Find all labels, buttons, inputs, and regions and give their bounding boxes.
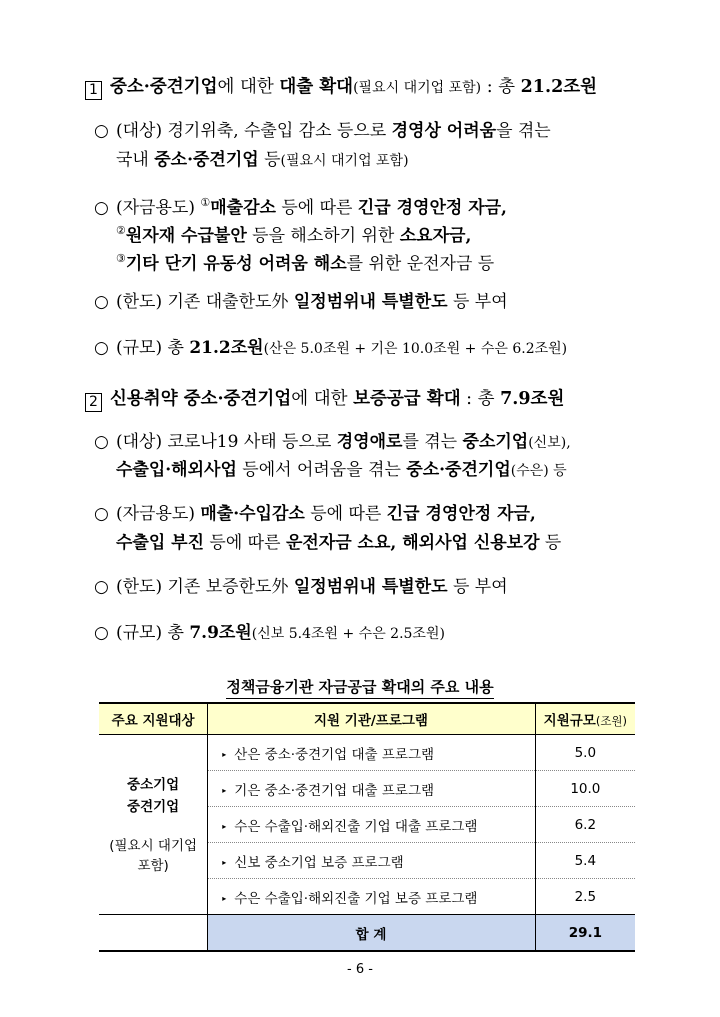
s2-usage-bullet: ○ (자금용도) 매출·수입감소 등에 따른 긴급 경영안정 자금, xyxy=(94,500,536,529)
page-number: - 6 - xyxy=(347,962,373,977)
section-1-number: 1 xyxy=(85,81,102,100)
s1-target-line2: 국내 중소·중견기업 등(필요시 대기업 포함) xyxy=(116,150,409,170)
amount-cell: 5.4 xyxy=(535,843,635,879)
program-cell: ▸ 산은 중소·중견기업 대출 프로그램 xyxy=(208,735,535,771)
target-main: 중소기업 중견기업 xyxy=(127,776,180,815)
triangle-marker-icon: ▸ xyxy=(222,821,227,831)
triangle-marker-icon: ▸ xyxy=(222,749,227,759)
bullet-mark: ○ xyxy=(94,198,109,218)
section-2-number: 2 xyxy=(85,393,102,412)
bullet-mark: ○ xyxy=(94,623,109,643)
section-2-heading: 2 신용취약 중소·중견기업에 대한 보증공급 확대 : 총 7.9조원 xyxy=(85,385,564,412)
amount-cell: 6.2 xyxy=(535,807,635,843)
total-label: 합 계 xyxy=(208,915,535,952)
triangle-marker-icon: ▸ xyxy=(222,893,227,903)
bullet-mark: ○ xyxy=(94,577,109,597)
section-1-heading: 1 중소·중견기업에 대한 대출 확대(필요시 대기업 포함) : 총 21.2조원 xyxy=(85,73,597,100)
total-amount: 29.1 xyxy=(535,915,635,952)
total-row xyxy=(99,915,635,952)
bullet-mark: ○ xyxy=(94,432,109,452)
table-header-row xyxy=(99,703,635,735)
amount-cell: 5.0 xyxy=(535,735,635,771)
bullet-mark: ○ xyxy=(94,504,109,524)
col-header-target: 주요 지원대상 xyxy=(99,703,208,735)
triangle-marker-icon: ▸ xyxy=(222,785,227,795)
bullet-mark: ○ xyxy=(94,338,109,358)
bullet-mark: ○ xyxy=(94,292,109,312)
triangle-marker-icon: ▸ xyxy=(222,857,227,867)
bullet-mark: ○ xyxy=(94,121,109,141)
s1-scale-bullet: ○ (규모) 총 21.2조원(산은 5.0조원 + 기은 10.0조원 + 수은 6.2조원) xyxy=(94,334,567,364)
s2-target-bullet: ○ (대상) 코로나19 사태 등으로 경영애로를 겪는 중소기업(신보), xyxy=(94,428,571,458)
s1-target-bullet: ○ (대상) 경기위축, 수출입 감소 등으로 경영상 어려움을 겪는 xyxy=(94,117,551,146)
s2-scale-bullet: ○ (규모) 총 7.9조원(신보 5.4조원 + 수은 2.5조원) xyxy=(94,619,445,649)
funding-table xyxy=(99,702,635,952)
s2-usage-line2: 수출입 부진 등에 따른 운전자금 소요, 해외사업 신용보강 등 xyxy=(116,533,562,553)
program-cell: ▸ 기은 중소·중견기업 대출 프로그램 xyxy=(208,771,535,807)
program-cell: ▸ 신보 중소기업 보증 프로그램 xyxy=(208,843,535,879)
table-row xyxy=(99,735,635,771)
s2-limit-bullet: ○ (한도) 기존 보증한도外 일정범위내 특별한도 등 부여 xyxy=(94,573,508,602)
s1-limit-bullet: ○ (한도) 기존 대출한도外 일정범위내 특별한도 등 부여 xyxy=(94,288,508,317)
s1-usage-line2: ②원자재 수급불안 등을 해소하기 위한 소요자금, xyxy=(116,224,472,246)
amount-cell: 2.5 xyxy=(574,888,597,905)
target-cell xyxy=(99,735,208,915)
amount-cell: 10.0 xyxy=(535,771,635,807)
col-header-program: 지원 기관/프로그램 xyxy=(208,703,535,735)
col-header-amount: 지원규모(조원) xyxy=(535,703,635,735)
s2-target-line2: 수출입·해외사업 등에서 어려움을 겪는 중소·중견기업(수은) 등 xyxy=(116,460,567,480)
s1-usage-bullet: ○ (자금용도) ①매출감소 등에 따른 긴급 경영안정 자금, xyxy=(94,188,507,223)
total-empty-cell xyxy=(99,915,208,952)
program-cell: ▸ 수은 수출입·해외진출 기업 대출 프로그램 xyxy=(208,807,535,843)
s1-usage-line3: ③기타 단기 유동성 어려움 해소를 위한 운전자금 등 xyxy=(116,252,495,274)
program-cell: ▸ 수은 수출입·해외진출 기업 보증 프로그램 xyxy=(208,879,535,915)
table-title: 정책금융기관 자금공급 확대의 주요 내용 xyxy=(0,676,720,697)
target-sub: (필요시 대기업 포함) xyxy=(109,837,198,874)
